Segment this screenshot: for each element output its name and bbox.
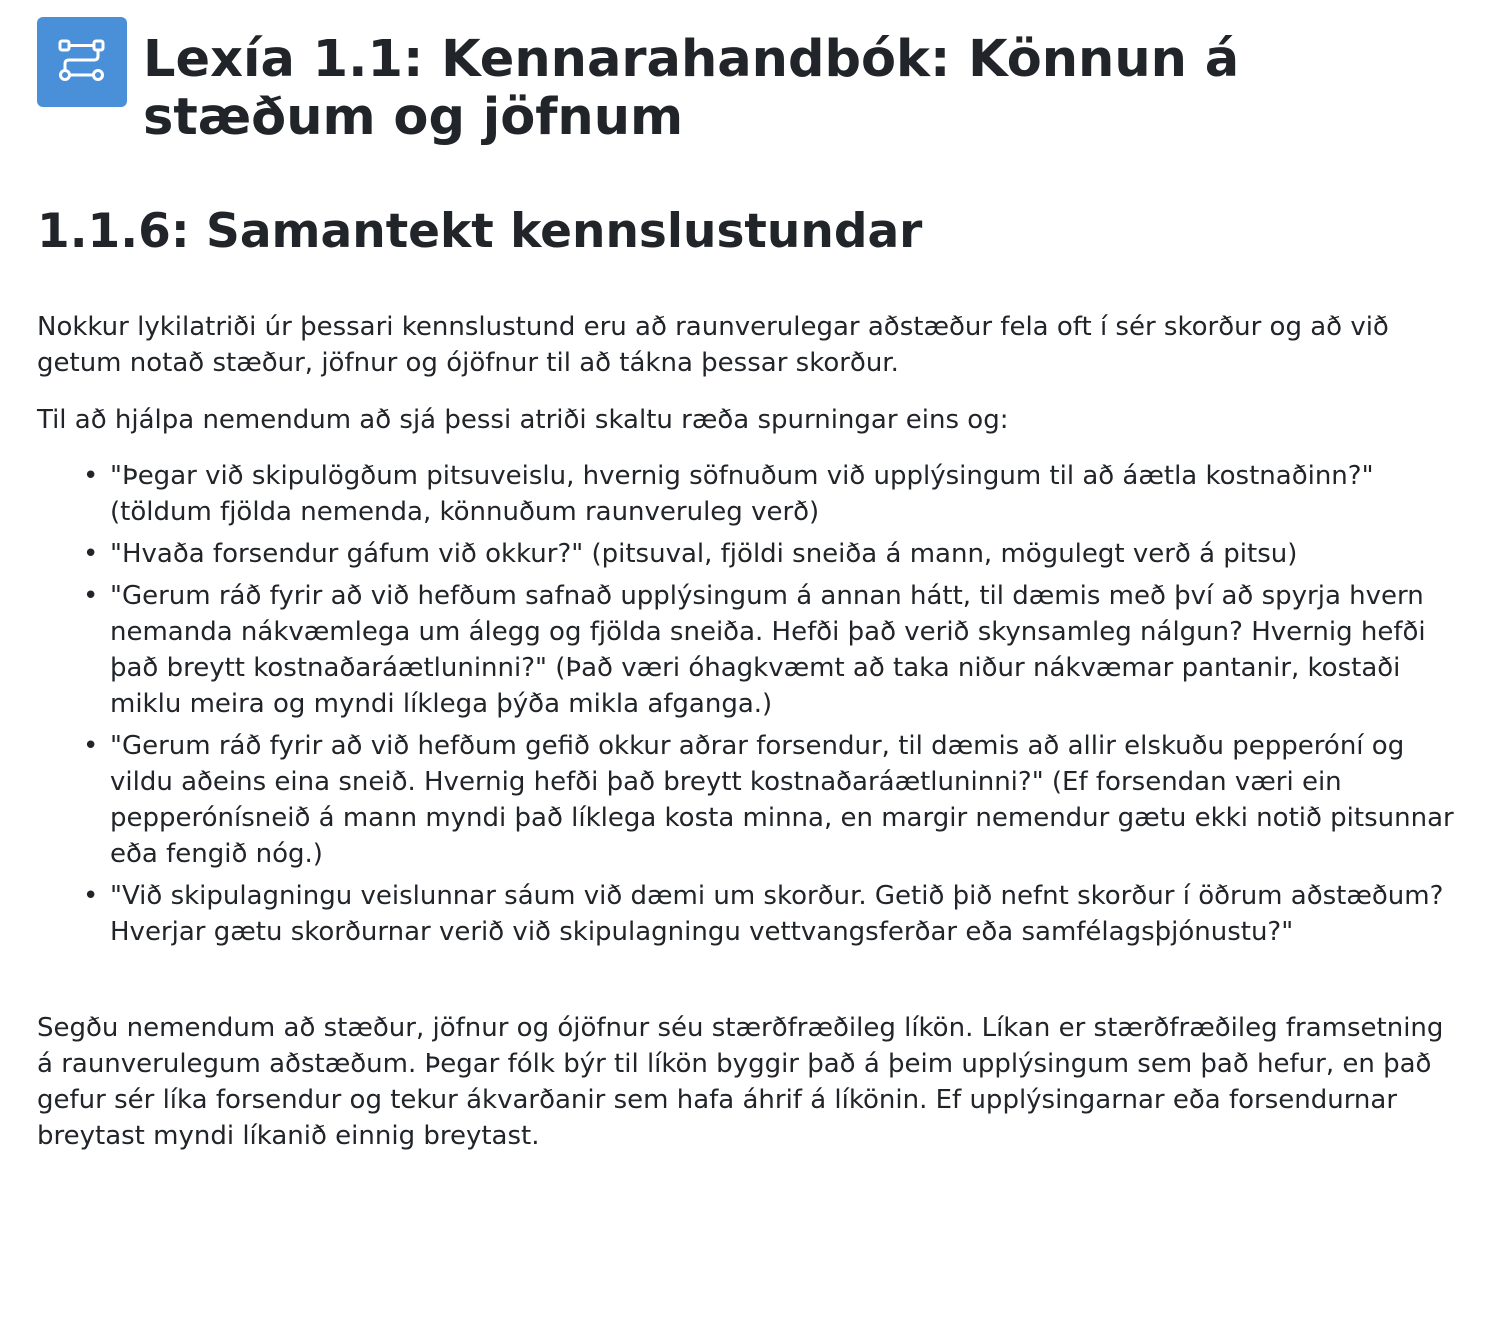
list-item [37,728,1457,872]
bullet-icon: • [83,731,99,761]
lesson-header [37,0,1457,170]
question-text: "Gerum ráð fyrir að við hefðum gefið okkur aðrar forsendur, til dæmis að allir elskuðu pepperóní og vildu aðeins eina sneið. Hvernig hefði það breytt kostnaðaráætluninni?" (Ef forsendan væri ein pepperónísneið á mann myndi það líklega kosta minna, en margir nemendur gætu ekki notið pitsunnar eða fengið nóg.) [110,731,1454,869]
question-text: "Þegar við skipulögðum pitsuveislu, hvernig söfnuðum við upplýsingum til að áætla kostnaðinn?" (töldum fjölda nemenda, könnuðum raunveruleg verð) [110,461,1374,527]
route-icon-graphic [57,38,107,86]
list-item [37,458,1457,530]
list-item [37,878,1457,950]
question-text: "Hvaða forsendur gáfum við okkur?" (pitsuval, fjöldi sneiða á mann, mögulegt verð á pitsu) [110,539,1298,569]
discussion-questions-list [37,458,1457,956]
question-text: "Gerum ráð fyrir að við hefðum safnað upplýsingum á annan hátt, til dæmis með því að spyrja hvern nemanda nákvæmlega um álegg og fjölda sneiða. Hefði það verið skynsamleg nálgun? Hvernig hefði það breytt kostnaðaráætluninni?" (Það væri óhagkvæmt að taka niður nákvæmar pantanir, kostaði miklu meira og myndi líklega þýða mikla afganga.) [110,581,1426,719]
summary-paragraph: Segðu nemendum að stæður, jöfnur og ójöfnur séu stærðfræðileg líkön. Líkan er stærðfræðileg framsetning á raunverulegum aðstæðum. Þegar fólk býr til líkön byggir það á þeim upplýsingum sem það hefur, en það gefur sér líka forsendur og tekur ákvarðanir sem hafa áhrif á líkönin. Ef upplýsingarnar eða forsendurnar breytast myndi líkanið einnig breytast. [37,1013,1444,1151]
bullet-icon: • [83,581,99,611]
section-title: 1.1.6: Samantekt kennslustundar [37,204,923,259]
discussion-prompt: Til að hjálpa nemendum að sjá þessi atriði skaltu ræða spurningar eins og: [37,405,1009,435]
intro-paragraph: Nokkur lykilatriði úr þessari kennslustund eru að raunverulegar aðstæður fela oft í sér skorður og að við getum notað stæður, jöfnur og ójöfnur til að tákna þessar skorður. [37,312,1389,378]
bullet-icon: • [83,539,99,569]
list-item [37,578,1457,722]
lesson-page [37,0,1457,1151]
route-icon [37,17,127,107]
bullet-icon: • [83,881,99,911]
bullet-icon: • [83,461,99,491]
list-item [37,536,1457,572]
page-title: Lexía 1.1: Kennarahandbók: Könnun á stæðum og jöfnum [143,30,1240,147]
question-text: "Við skipulagningu veislunnar sáum við dæmi um skorður. Getið þið nefnt skorður í öðrum aðstæðum? Hverjar gætu skorðurnar verið við skipulagningu vettvangsferðar eða samfélagsþjónustu?" [110,881,1444,947]
